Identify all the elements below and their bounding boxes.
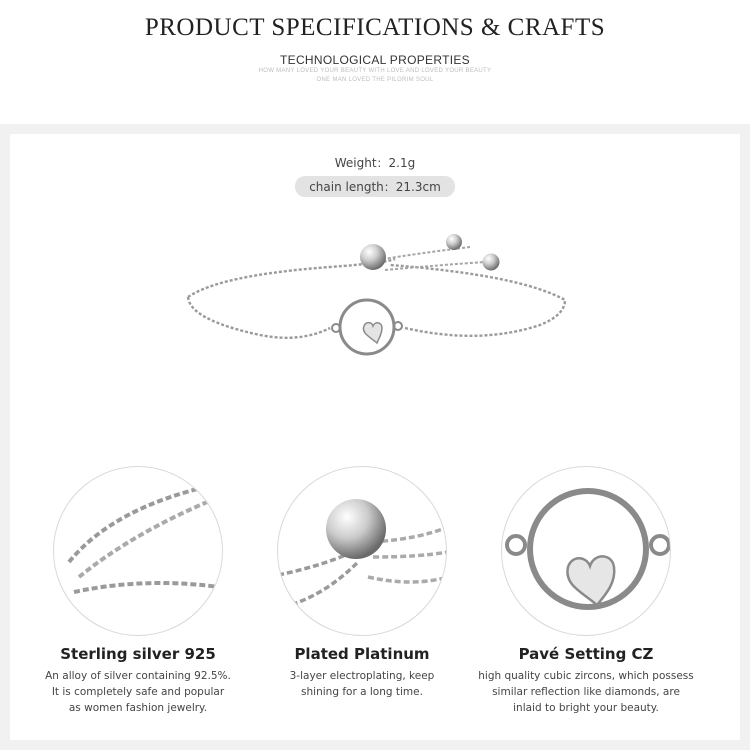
feature-desc-silver [13,668,263,716]
page-title: PRODUCT SPECIFICATIONS & CRAFTS [144,14,606,41]
feature-title-silver: Sterling silver 925 [60,645,216,663]
feature-desc-line: shining for a long time. [301,686,423,698]
feature-title-platinum: Plated Platinum [294,645,430,663]
spec-weight: Weight：2.1g [334,156,416,170]
feature-desc-line: similar reflection like diamonds, are [492,686,680,698]
feature-desc-platinum [237,668,487,700]
feature-title-pave: Pavé Setting CZ [518,645,654,663]
tagline-1: HOW MANY LOVED YOUR BEAUTY WITH LOVE AND LOVED YOUR BEAUTY [258,68,492,74]
feature-desc-line: An alloy of silver containing 92.5%. [45,670,231,682]
feature-image-silver [53,466,223,636]
feature-image-pave [501,466,671,636]
feature-desc-pave [461,668,711,716]
feature-desc-line: as women fashion jewelry. [68,702,208,714]
page-subtitle: TECHNOLOGICAL PROPERTIES [280,53,470,67]
header [0,0,750,124]
spec-chain-length: chain length：21.3cm [295,176,455,197]
bracelet-image [180,225,580,375]
feature-image-platinum [277,466,447,636]
feature-desc-line: 3-layer electroplating, keep [289,670,435,682]
feature-desc-line: inlaid to bright your beauty. [513,702,659,714]
tagline-2: ONE MAN LOVED THE PILGRIM SOUL [316,77,434,83]
feature-desc-line: It is completely safe and popular [51,686,225,698]
spec-chain-wrap [0,176,750,197]
feature-desc-line: high quality cubic zircons, which possess [478,670,694,682]
